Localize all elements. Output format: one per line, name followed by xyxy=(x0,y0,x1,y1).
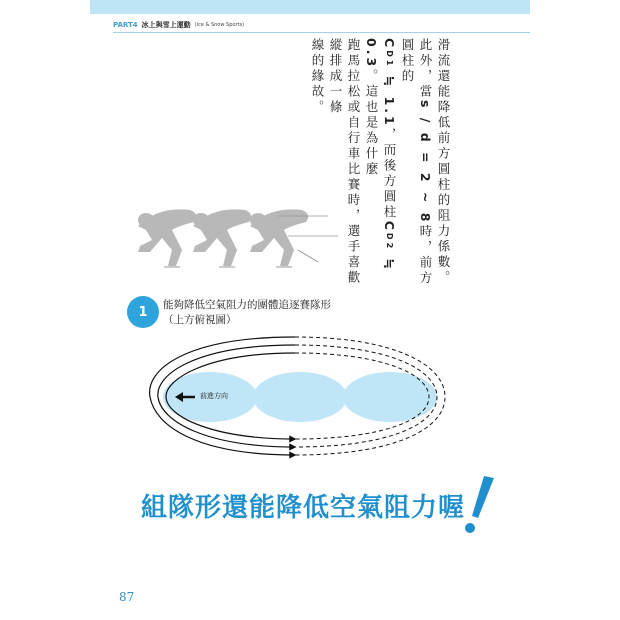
ellipse-middle xyxy=(253,372,347,422)
formation-diagram xyxy=(145,325,465,475)
chapter-title: 冰上與雪上運動 xyxy=(141,21,191,29)
skater-figure xyxy=(250,209,308,266)
body-column-4: 跑馬拉松或自行車比賽時，選手喜歡縱排成一條 xyxy=(328,38,361,286)
skate-blades xyxy=(164,250,318,267)
skater-figure xyxy=(193,209,251,266)
running-header xyxy=(113,18,244,32)
figure-number-badge: 1 xyxy=(127,296,159,328)
forward-direction-label: 前進方向 xyxy=(200,392,228,400)
body-column-5: 線的緣故。 xyxy=(310,38,325,116)
part-label: PART4 xyxy=(113,21,138,29)
figure-caption-subtitle: （上方俯視圖） xyxy=(163,314,237,326)
skater-figures xyxy=(138,209,308,266)
exclamation-icon xyxy=(458,474,498,536)
slogan-headline: 組隊形還能降低空氣阻力喔 xyxy=(141,493,466,523)
skater-figure xyxy=(138,209,196,266)
body-column-3: CD1 ≒ 1.1，而後方圓柱CD2 ≒ 0.3。這也是為什麼 xyxy=(364,38,397,272)
chapter-subtitle: (Ice & Snow Sports) xyxy=(194,22,245,28)
skaters-illustration xyxy=(128,196,343,274)
body-column-2: 此外，當s / d = 2 ~ 8時，前方圓柱的 xyxy=(400,38,433,287)
page-number: 87 xyxy=(119,590,135,604)
ellipse-back xyxy=(343,372,437,422)
top-color-band xyxy=(90,0,530,14)
figure-caption: 能夠降低空氣阻力的團體追逐賽隊形 xyxy=(163,299,331,311)
body-column-1: 滑流還能降低前方圓柱的阻力係數。 xyxy=(436,38,451,286)
header-divider xyxy=(113,32,530,33)
